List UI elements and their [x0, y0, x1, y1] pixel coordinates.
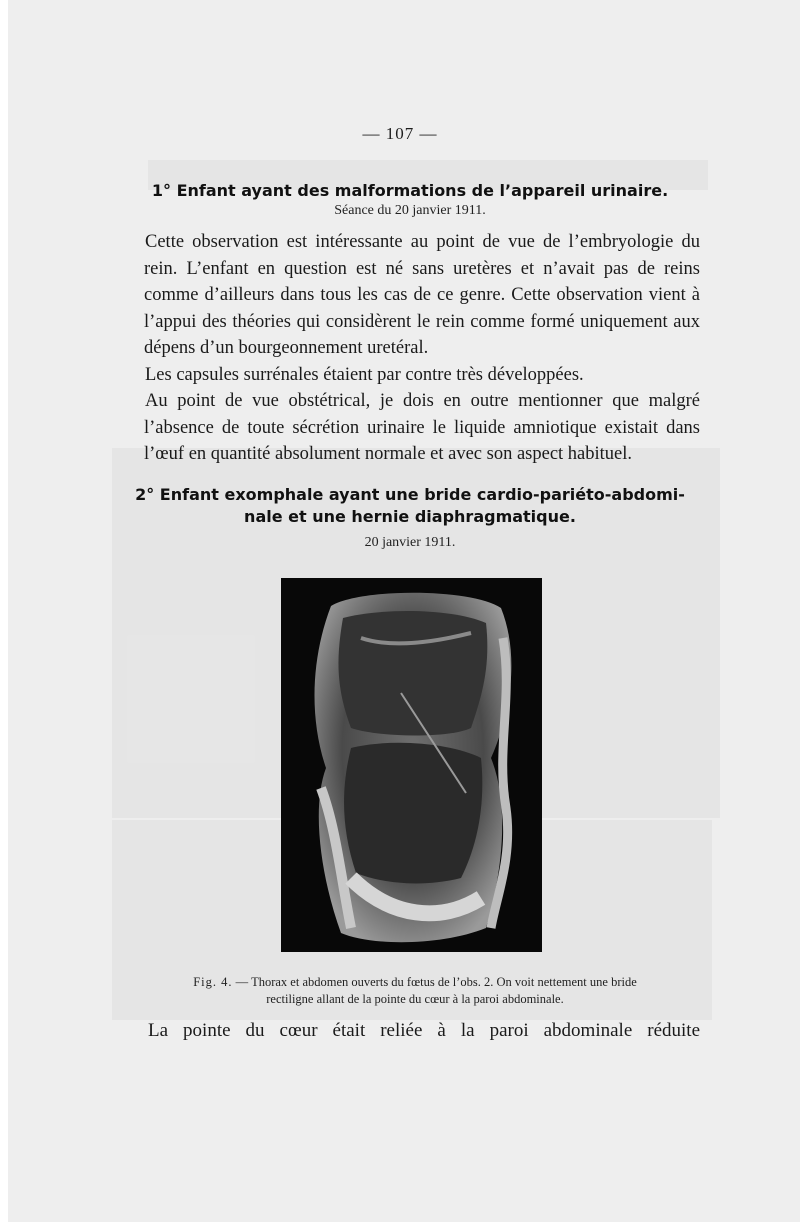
paragraph: Cette observation est intéressante au point de vue de l’embryologie du rein. L’enfant en question est né sans uretères et n’avait pas de reins comme d’ailleurs dans tous les cas de ce genre. Cette observation vient à l’appui des théories qui considèrent le rein comme formé uniquement aux dépens d’un bourgeonnement uretéral.	[144, 232, 700, 358]
closing-line: La pointe du cœur était reliée à la paroi abdominale réduite	[148, 1020, 700, 1041]
caption-line-1: — Thorax et abdomen ouverts du fœtus de l’obs. 2. On voit nettement une bride	[235, 975, 637, 989]
paragraph: Les capsules surrénales étaient par contre très développées.	[145, 364, 584, 385]
caption-line-2: rectiligne allant de la pointe du cœur à la paroi abdominale.	[266, 992, 564, 1006]
section-2-title-line-2: nale et une hernie diaphragmatique.	[244, 507, 576, 526]
specimen-photograph	[281, 578, 542, 952]
section-1-date: Séance du 20 janvier 1911.	[334, 203, 486, 218]
section-2-title-line-1: 2° Enfant exomphale ayant une bride cardio-pariéto-abdomi-	[135, 485, 685, 504]
figure-label: Fig. 4.	[193, 975, 233, 989]
figure-caption	[150, 974, 680, 1008]
specimen-illustration	[281, 578, 542, 952]
section-1-title: 1° Enfant ayant des malformations de l’appareil urinaire.	[151, 181, 669, 200]
section-2-date: 20 janvier 1911.	[364, 535, 456, 550]
page-number: — 107 —	[362, 124, 438, 143]
paragraph: Au point de vue obstétrical, je dois en outre mentionner que malgré l’absence de toute sécrétion urinaire le liquide amniotique existait dans l’œuf en quantité absolument normale et avec son aspect habituel.	[144, 391, 700, 464]
section-1-body	[144, 229, 700, 468]
